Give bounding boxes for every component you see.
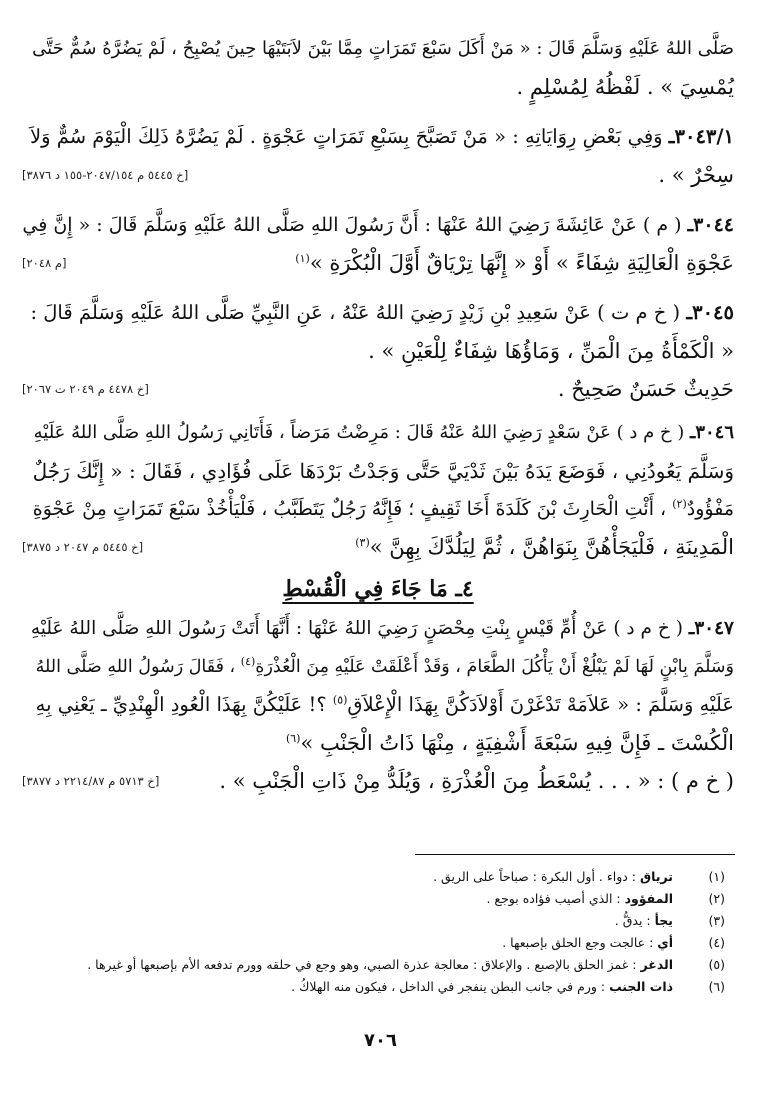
grading-text: حَدِيثٌ حَسَنٌ صَحِيحٌ . [557,377,734,401]
hadith-number: ٣٠٤٧ـ [688,618,734,639]
footnote-item: (١) ترياق : دواء . أول البكرة : صباحاً على الريق . [433,869,725,884]
hadith-text: ( خ م د ) عَنْ سَعْدٍ رَضِيَ اللهُ عَنْهُ قَالَ : مَرِضْتُ مَرَضاً ، فَأَتَانِي رَسُولُ اللهِ صَلَّى اللهُ عَلَيْهِ [33,422,685,443]
hadith-text: ( م ) عَنْ عَائِشَةَ رَضِيَ اللهُ عَنْهَا : أَنَّ رَسُولَ اللهِ صَلَّى اللهُ عَلَيْهِ وَسَلَّمَ قَالَ : « إِنَّ فِي [22,214,682,236]
hadith-number: ٣٠٤٤ـ [687,214,734,236]
intro-line-2: يُمْسِيَ » . لَفْظُهُ لِمُسْلِمٍ . [516,75,734,99]
hadith-number: ٣٠٤٥ـ [686,301,734,324]
hadith-text: ( خ م د ) عَنْ أُمِّ قَيْسٍ بِنْتِ مِحْصَنٍ رَضِيَ اللهُ عَنْهَا : أَنَّهَا أَتَتْ رَسُولَ اللهِ صَلَّى اللهُ عَلَيْهِ [30,618,683,639]
footnote-marker: (٢) [672,497,687,511]
hadith-3045 [22,294,734,408]
source-reference: [خ ٤٤٧٨ م ٢٠٤٩ ت ٢٠٦٧] [22,382,149,396]
footnote-item: (٦) ذات الجنب : ورم في جانب البطن ينفجر في الداخل ، فيكون منه الهلاكُ . [291,979,725,994]
footnote-marker: (٤) [240,655,256,669]
section-heading: ٤ـ مَا جَاءَ فِي الْقُسْطِ [282,576,474,602]
hadith-text: « الْكَمْأَةُ مِنَ الْمَنِّ ، وَمَاؤُهَا شِفَاءٌ لِلْعَيْنِ » . [368,339,734,363]
hadith-number: ٣٠٤٣/١ـ [668,125,734,148]
page-number: ٧٠٦ [364,1030,397,1051]
source-reference: [خ ٥٤٤٥ م ٢٠٤٧/١٥٤-١٥٥ د ٣٨٧٦] [22,168,189,182]
hadith-3043-1 [22,118,734,194]
hadith-number: ٣٠٤٦ـ [690,422,734,443]
hadith-text: سِحْرٌ » . [658,163,734,187]
page-body [22,30,734,800]
footnote-marker: (٥) [332,693,348,707]
hadith-text: ، أَئْتِ الْحَارِثَ بْنَ كَلَدَةَ أَخَا ثَقِيفٍ ؛ فَإِنَّهُ رَجُلٌ يَتَطَبَّبُ ، فَلْيَأْخُذْ سَبْعَ تَمَرَاتٍ مِنْ عَجْوَةِ [32,498,667,520]
hadith-text: ( خ م ت ) عَنْ سَعِيدِ بْنِ زَيْدٍ رَضِيَ اللهُ عَنْهُ ، عَنِ النَّبِيِّ صَلَّى اللهُ عَلَيْهِ وَسَلَّمَ قَالَ : [30,301,681,324]
footnotes [85,866,725,998]
source-reference: [خ ٥٧١٣ م ٢٢١٤/٨٧ د ٣٨٧٧] [22,774,160,788]
intro-line-1: صَلَّى اللهُ عَلَيْهِ وَسَلَّمَ قَالَ : « مَنْ أَكَلَ سَبْعَ تَمَرَاتٍ مِمَّا بَيْنَ لاَبَتَيْهَا حِينَ يُصْبِحُ ، لَمْ يَضُرَّهُ سُمٌّ حَتَّى [32,38,734,59]
hadith-text: مَفْؤُودٌ [686,498,734,520]
footnote-divider [415,854,735,855]
hadith-3046 [22,414,734,566]
hadith-text: عَلَيْهِ وَسَلَّمَ : « عَلاَمَهْ تَدْغَرْنَ أَوْلاَدَكُنَّ بِهَذَا الْإِعْلاَقِ [347,693,734,716]
hadith-3047 [22,610,734,800]
hadith-text: ؟! عَلَيْكُنَّ بِهَذَا الْعُودِ الْهِنْدِيِّ ـ يَعْنِي بِهِ [35,693,327,716]
footnote-item: (٣) يجأ : يدقُّ . [614,913,725,928]
footnote-item: (٤) أي : عالجت وجع الحلق بإصبعها . [502,935,725,950]
hadith-text: الْكُسْتَ ـ فَإِنَّ فِيهِ سَبْعَةَ أَشْفِيَةٍ ، مِنْهَا ذَاتُ الْجَنْبِ » [300,731,734,755]
hadith-text: ، فَقَالَ رَسُولُ اللهِ صَلَّى اللهُ [35,657,236,677]
intro-paragraph [22,30,734,106]
footnote-marker: (٦) [285,732,301,745]
footnote-marker: (١) [295,252,310,265]
hadith-text: وَفِي بَعْضِ رِوَايَاتِهِ : « مَنْ تَصَبَّحَ بِسَبْعِ تَمَرَاتٍ عَجْوَةٍ . لَمْ يَضُرَّهُ ذَلِكَ الْيَوْمَ سُمٌّ وَلاَ [30,125,663,148]
hadith-text: وَسَلَّمَ بِابْنٍ لَهَا لَمْ يَبْلُغْ أَنْ يَأْكُلَ الطَّعَامَ ، وَقَدْ أَعْلَقَتْ عَلَيْهِ مِنَ الْعُذْرَةِ [255,657,734,677]
footnote-marker: (٣) [355,536,370,549]
hadith-text: ( خ م ) : « . . . يُسْعَطُ مِنَ الْعُذْرَةِ ، وَيُلَدُّ مِنْ ذَاتِ الْجَنْبِ » . [219,769,734,793]
hadith-text: عَجْوَةِ الْعَالِيَةِ شِفَاءً » أَوْ « إِنَّهَا تِرْيَاقٌ أَوَّلَ الْبُكْرَةِ » [309,251,734,275]
hadith-3044 [22,206,734,282]
footnote-item: (٥) الدغر : غمز الحلق بالإصبع . والإعلاق : معالجة عذرة الصبي، وهو وجع في حلقه وورم تدفعه الأم بإصبعها أو غيرها . [87,957,725,972]
source-reference: [م ٢٠٤٨] [22,256,67,270]
hadith-text: الْمَدِينَةِ ، فَلْيَجَأْهُنَّ بِنَوَاهُنَّ ، ثُمَّ لِيَلُدَّكَ بِهِنَّ » [369,535,734,559]
source-reference: [خ ٥٤٤٥ م ٢٠٤٧ د ٣٨٧٥] [22,540,144,554]
footnote-item: (٢) المفؤود : الذي أصيب فؤاده بوجع . [486,891,725,906]
hadith-text: وَسَلَّمَ يَعُودُنِي ، فَوَضَعَ يَدَهُ بَيْنَ ثَدْيَيَّ حَتَّى وَجَدْتُ بَرْدَهَا عَلَى فُؤَادِي ، فَقَالَ : « إِنَّكَ رَجُلٌ [32,459,734,483]
